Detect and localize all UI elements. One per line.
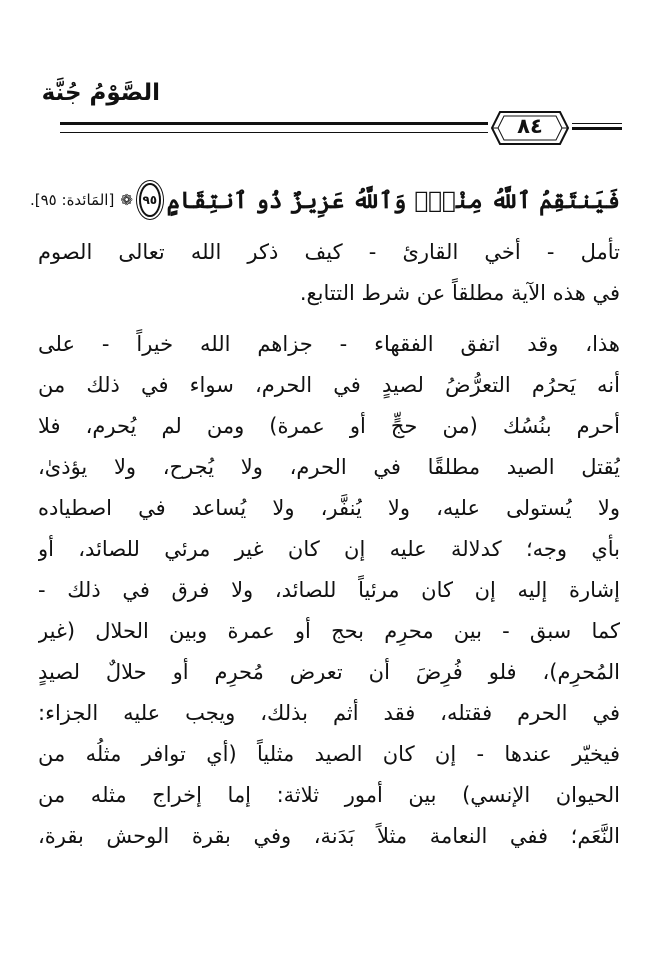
- header-rule-right-thin: [572, 123, 622, 124]
- header-rule-thin: [60, 132, 488, 133]
- running-header-title: الصَّوْمُ جُنَّة: [41, 80, 160, 106]
- paragraph-gap: [38, 314, 620, 324]
- text-line: الحيوان الإنسي) بين أمور ثلاثة: إما إخراج مثله من: [38, 783, 620, 807]
- paragraph: [38, 324, 620, 857]
- verse-citation: [المَائدة: ٩٥].: [30, 191, 115, 209]
- paragraph: [38, 232, 620, 314]
- text-line: النَّعَم؛ ففي النعامة مثلاً بَدَنة، وفي بقرة الوحش بقرة،: [38, 824, 620, 848]
- text-line: بأي وجه؛ كدلالة عليه إن كان غير مرئي للصائد، أو: [38, 537, 620, 561]
- header-rule-right: [572, 127, 622, 130]
- text-line: كما سبق - بين محرِم بحج أو عمرة وبين الحلال (غير: [38, 619, 620, 643]
- text-line: تأمل - أخي القارئ - كيف ذكر الله تعالى الصوم: [38, 240, 620, 264]
- text-line: ولا يُستولى عليه، ولا يُنفَّر، ولا يُساعد في اصطياده: [38, 496, 620, 520]
- page-number: ٨٤: [517, 114, 543, 138]
- text-line: فيخيّر عندها - إن كان الصيد مثلياً (أي توافر مثلُه من: [38, 742, 620, 766]
- body-text: [38, 232, 620, 857]
- verse-end-ornament: ❁: [120, 191, 133, 209]
- text-line: في الحرم فقتله، فقد أثم بذلك، ويجب عليه الجزاء:: [38, 701, 620, 725]
- text-line: إشارة إليه إن كان مرئياً للصائد، ولا فرق في ذلك -: [38, 578, 620, 602]
- text-line: المُحرِم)، فلو فُرِضَ أن تعرض مُحرِم أو حلالٌ لصيدٍ: [38, 660, 620, 684]
- ayah-number-mark: ٩٥: [139, 183, 161, 217]
- text-line: هذا، وقد اتفق الفقهاء - جزاهم الله خيراً - على: [38, 332, 620, 356]
- header-rule-thick: [60, 122, 488, 125]
- text-line: أحرم بنُسُك (من حجٍّ أو عمرة) ومن لم يُحرم، فلا: [38, 414, 620, 438]
- verse-text: فَيَنتَقِمُ ٱللَّهُ مِنْهُۚ وَٱللَّهُ عَزِيزٌ ذُو ٱنتِقَامٍ: [166, 186, 620, 214]
- text-line: يُقتل الصيد مطلقًا في الحرم، ولا يُجرح، ولا يؤذىٰ،: [38, 455, 620, 479]
- text-line: أنه يَحرُم التعرُّضُ لصيدٍ في الحرم، سواء في ذلك من: [38, 373, 620, 397]
- quran-verse-line: [30, 180, 620, 220]
- page-number-badge: [490, 110, 570, 146]
- text-line: في هذه الآية مطلقاً عن شرط التتابع.: [299, 281, 620, 305]
